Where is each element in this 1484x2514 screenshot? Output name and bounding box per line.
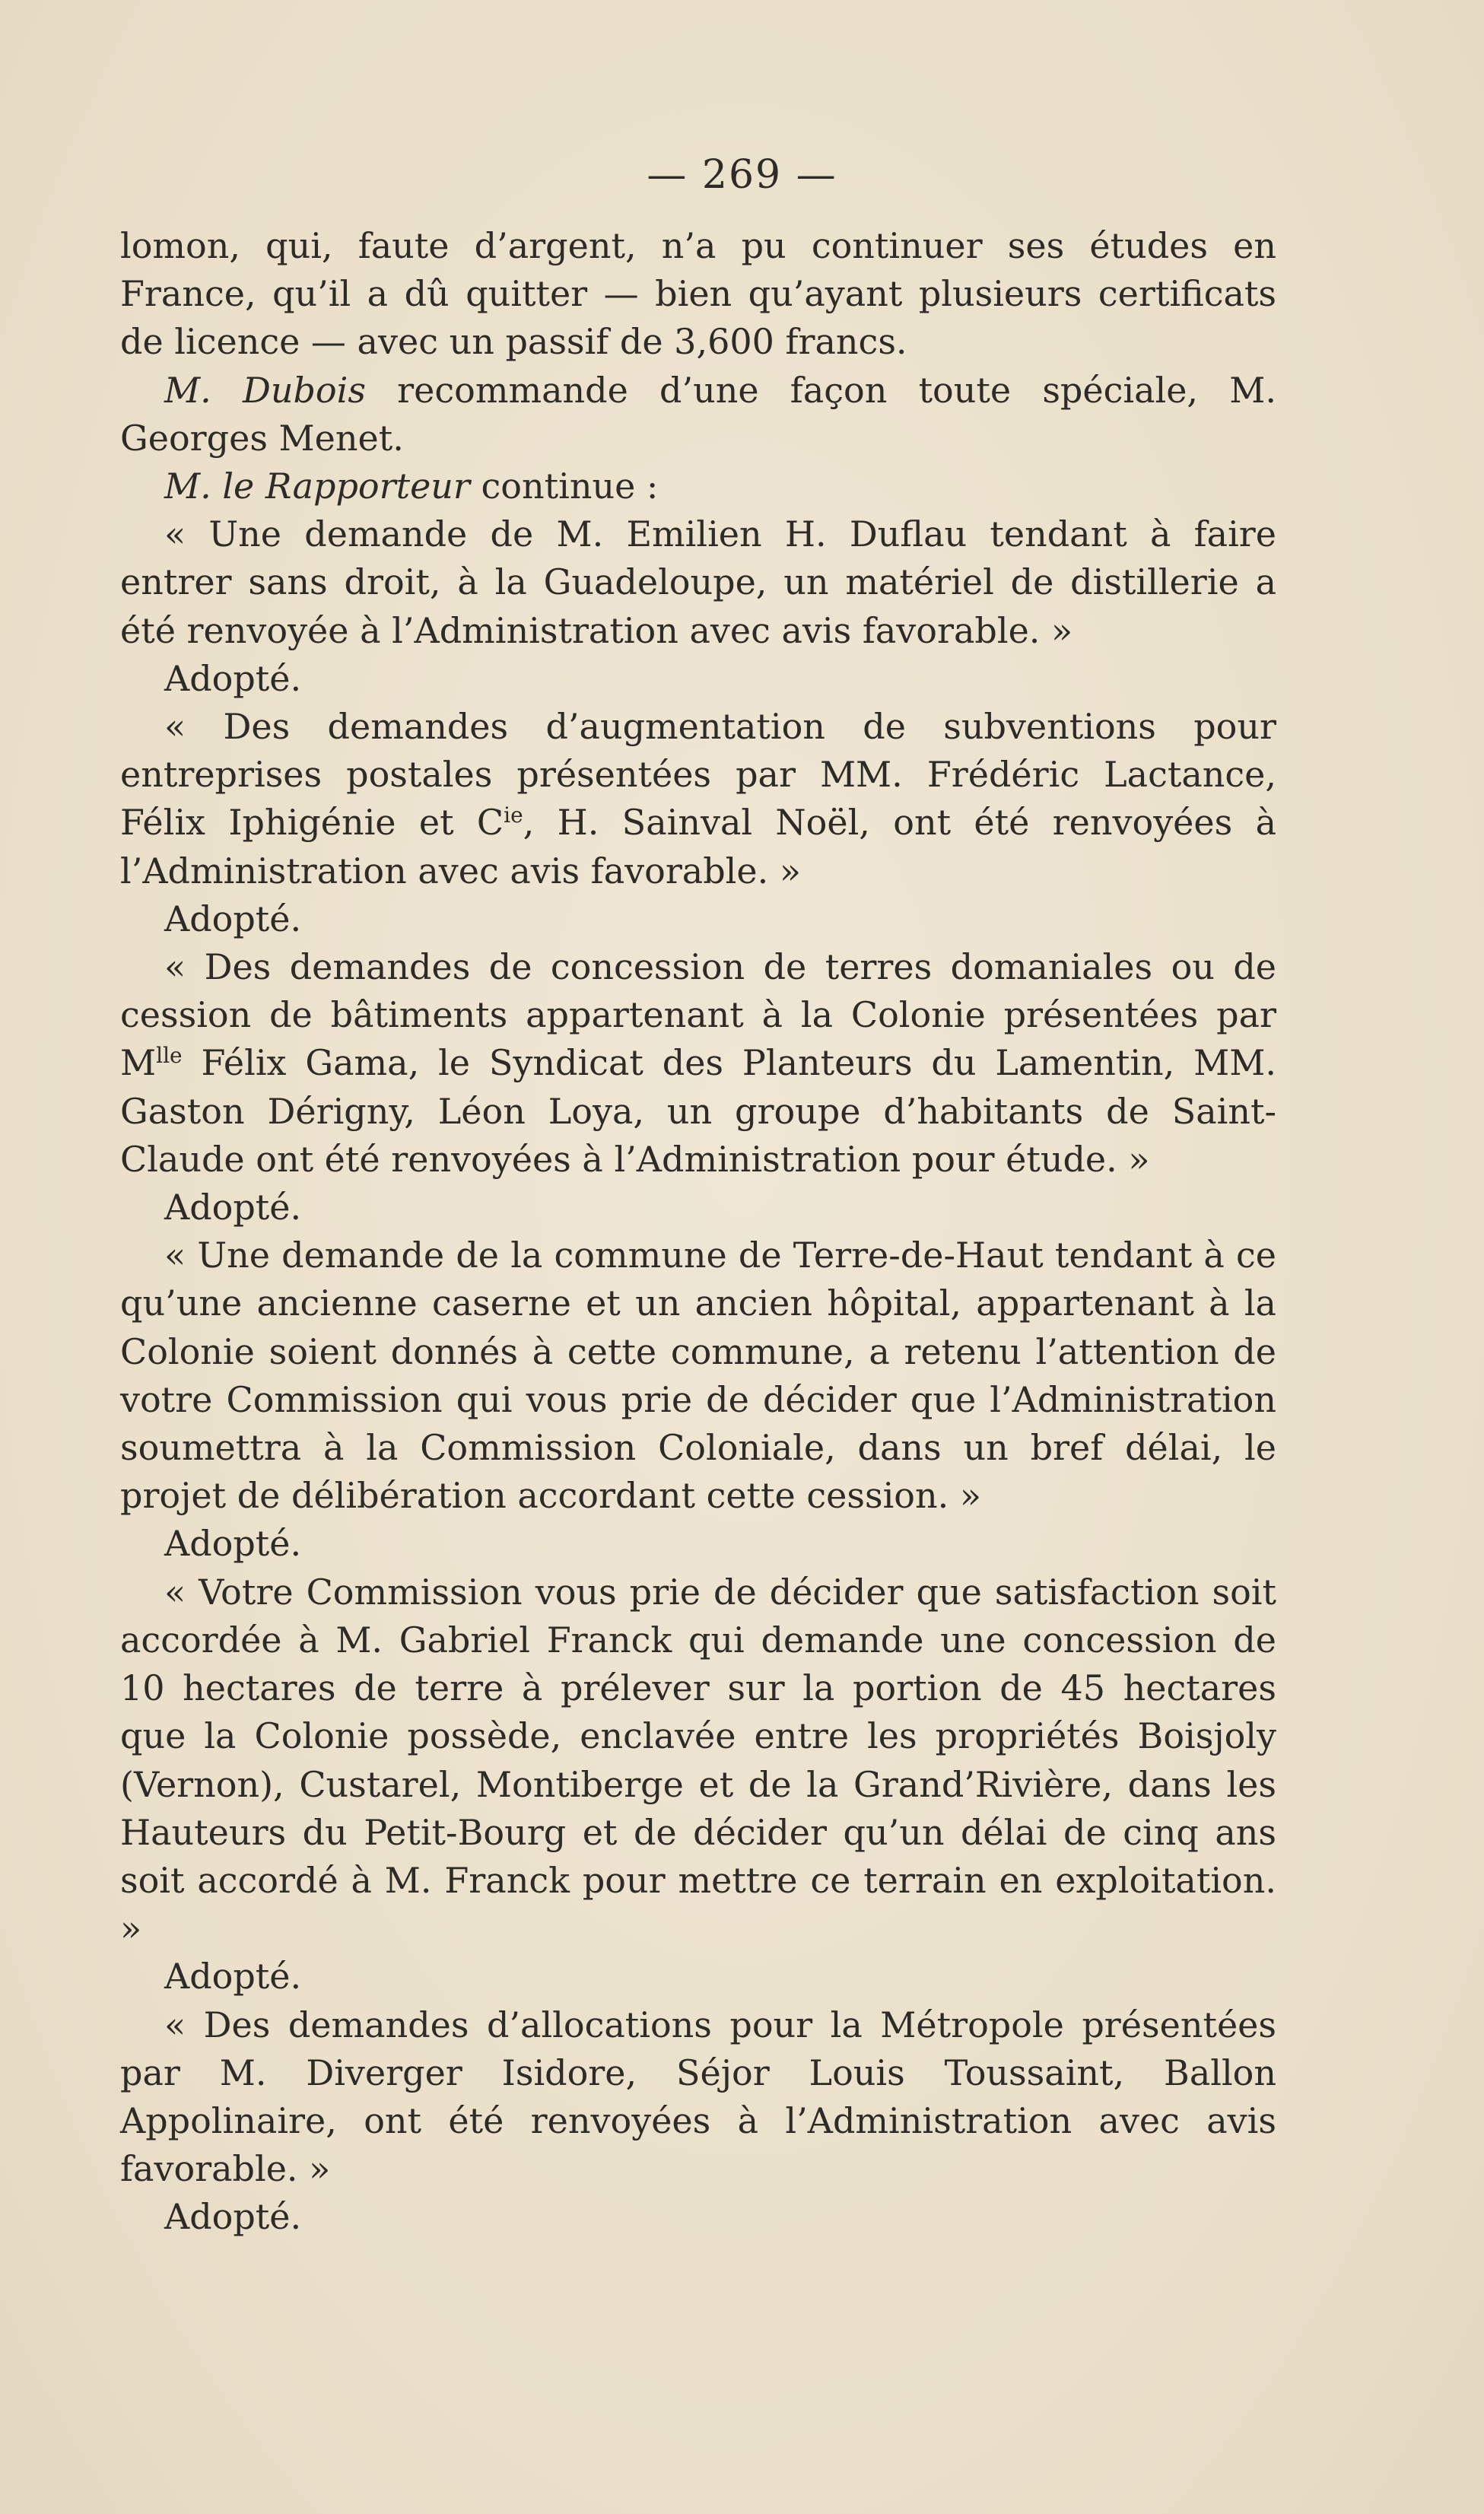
paragraph-p7: « Une demande de la commune de Terre-de-Haut tendant à ce qu’une ancienne caserne et un ancien hôpital, appartenant à la Colonie soient donnés à cette commune, a retenu l’attention de votre Commission qui vous prie de décider que l’Administration soumettra à la Commission Coloniale, dans un bref délai, le projet de délibération accordant cette cession. » bbox=[120, 1235, 1276, 1517]
paragraph-p9: « Des demandes d’allocations pour la Métropole présentées par M. Diverger Isidore, Séjor Louis Toussaint, Ballon Appolinaire, ont été renvoyées à l’Administration avec avis favorable. » bbox=[120, 2004, 1276, 2190]
paragraph-p4: « Une demande de M. Emilien H. Duflau tendant à faire entrer sans droit, à la Guadeloupe, un matériel de distillerie a été renvoyée à l’Administration avec avis favorable. » bbox=[120, 513, 1276, 651]
paragraph-text: , H. Sainval Noël, ont été renvoyées à l’Administration avec avis favorable. » bbox=[120, 802, 1276, 892]
page-number: — 269 — bbox=[647, 152, 837, 198]
speaker-name: M. le Rapporteur bbox=[164, 466, 470, 507]
adopted-label: Adopté. bbox=[164, 1523, 302, 1565]
adopted-label: Adopté. bbox=[164, 898, 302, 939]
superscript: ie bbox=[504, 803, 523, 828]
superscript: lle bbox=[156, 1043, 183, 1069]
paragraph-p1: lomon, qui, faute d’argent, n’a pu continuer ses études en France, qu’il a dû quitter — bien qu’ayant plusieurs certificats de licence — avec un passif de 3,600 francs. bbox=[120, 225, 1276, 363]
adopted-label: Adopté. bbox=[164, 1956, 302, 1998]
paragraph-text: recommande d’une façon toute spéciale, M. Georges Menet. bbox=[120, 369, 1277, 459]
body-text bbox=[120, 222, 1276, 2242]
paragraph-p8: « Votre Commission vous prie de décider que satisfaction soit accordée à M. Gabriel Franck qui demande une concession de 10 hectares de terre à prélever sur la portion de 45 hectares que la Colonie possède, enclavée entre les propriétés Boisjoly (Vernon), Custarel, Montiberge et de la Grand’Rivière, dans les Hauteurs du Petit-Bourg et de décider qu’un délai de cinq ans soit accordé à M. Franck pour mettre ce terrain en exploitation. » bbox=[120, 1571, 1276, 1950]
paragraph-text: Félix Gama, le Syndicat des Planteurs du Lamentin, MM. Gaston Dérigny, Léon Loya, un groupe d’habitants de Saint-Claude ont été renvoyées à l’Administration pour étude. » bbox=[120, 1042, 1276, 1180]
speaker-name: M. Dubois bbox=[164, 369, 366, 411]
paragraph-p5 bbox=[120, 703, 1276, 895]
paragraph-text: continue : bbox=[469, 466, 659, 507]
paragraph-p6 bbox=[120, 943, 1276, 1184]
adopted-label: Adopté. bbox=[164, 657, 302, 699]
paragraph-text: « Des demandes d’augmentation de subventions pour entreprises postales présentées par MM. Frédéric Lactance, Félix Iphigénie et C bbox=[120, 706, 1276, 844]
adopted-label: Adopté. bbox=[164, 1187, 302, 1228]
paragraph-text: « Des demandes de concession de terres domaniales ou de cession de bâtiments appartenant à la Colonie présentées par M bbox=[120, 946, 1276, 1084]
paragraph-p2 bbox=[120, 367, 1276, 462]
paragraph-p3 bbox=[120, 462, 1276, 510]
adopted-label: Adopté. bbox=[164, 2196, 302, 2238]
